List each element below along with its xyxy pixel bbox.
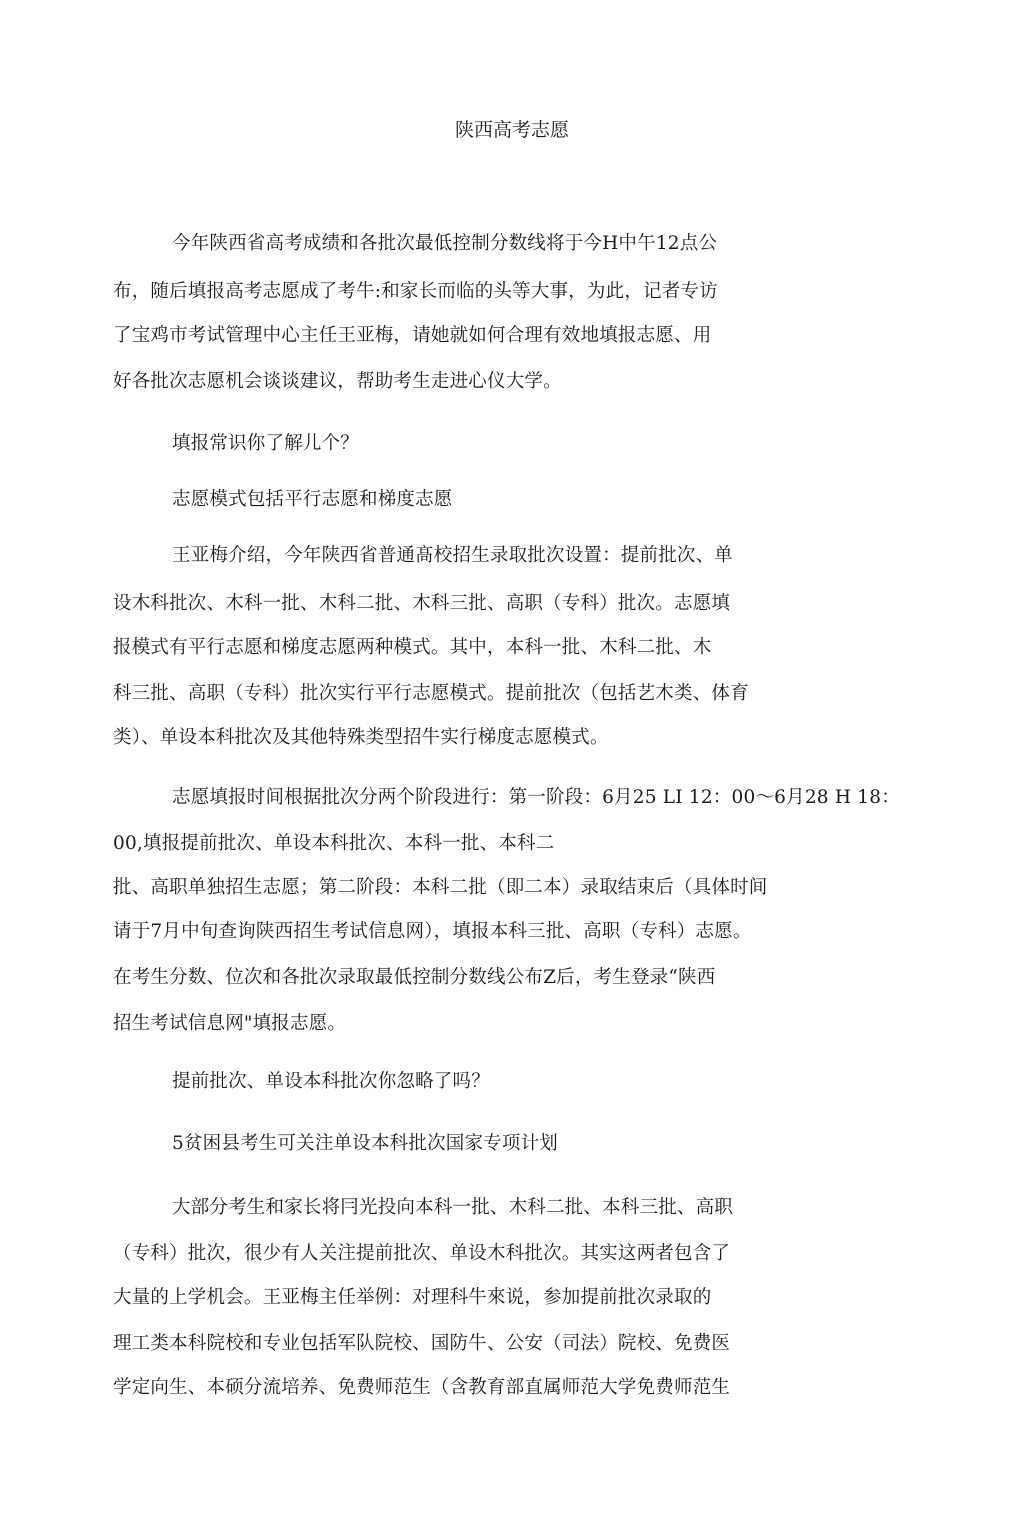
paragraph-line: 布，随后填报高考志愿成了考牛:和家长而临的头等大事，为此，记者专访: [113, 281, 718, 302]
paragraph-line: 大部分考生和家长将冃光投向本科一批、木科二批、本科三批、高职: [172, 1197, 734, 1218]
paragraph-line: 志愿填报时间根据批次分两个阶段进行：第一阶段：6月25 LI 12：00〜6月28 H 18：: [172, 787, 900, 808]
paragraph-line: 请于7月中旬查询陕西招生考试信息网），填报本科三批、高职（专科）志愿。: [113, 921, 752, 942]
paragraph-line: 了宝鸡市考试管理中心主任王亚梅，请她就如何合理有效地填报志愿、用: [113, 325, 712, 346]
paragraph-line: 好各批次志愿机会谈谈建议，帮助考生走进心仪大学。: [113, 371, 562, 392]
paragraph-line: 00,填报提前批次、单设本科批次、本科一批、本科二: [113, 833, 555, 854]
section-heading: 志愿模式包括平行志愿和梯度志愿: [172, 489, 453, 510]
paragraph-line: 科三批、高职（专科）批次实行平行志愿模式。提前批次（包括艺木类、体育: [113, 683, 749, 704]
paragraph-line: 今年陕西省高考成绩和各批次最低控制分数线将于今H中午12点公: [172, 233, 718, 254]
paragraph-line: 招生考试信息网"填报志愿。: [113, 1013, 347, 1034]
paragraph-line: 报模式有平行志愿和梯度志愿两种模式。其中，本科一批、木科二批、木: [113, 637, 712, 658]
paragraph-line: 理工类本科院校和专业包括军队院校、国防牛、公安（司法）院校、免费医: [113, 1333, 731, 1354]
paragraph-line: 王亚梅介绍，今年陕西省普通髙校招生录取批次设置：提前批次、单: [172, 545, 734, 566]
paragraph-line: 类）、单设本科批次及其他特殊类型招牛实行梯度志愿模式。: [113, 727, 609, 748]
section-heading: 5贫困县考生可关注单设本科批次国家专项计划: [172, 1133, 558, 1154]
section-heading: 提前批次、单设本科批次你忽略了吗？: [172, 1071, 490, 1092]
paragraph-line: 批、高职单独招生志愿；第二阶段：本科二批（即二本）录取结束后（具体时间: [113, 877, 768, 898]
paragraph-line: （专科）批次，很少有人关注提前批次、单设木科批次。其实这两者包含了: [113, 1243, 731, 1264]
document-title: 陕西高考志愿: [454, 119, 569, 141]
paragraph-line: 在考生分数、位次和各批次录取最低控制分数线公布Z后，考生登录“陕西: [113, 967, 716, 988]
paragraph-line: 学定向生、本硕分流培养、免费师范生（含教育部直属师范大学免费师范生: [113, 1377, 731, 1398]
paragraph-line: 大量的上学机会。王亚梅主任举例：对理科牛來说，参加提前批次录取的: [113, 1287, 712, 1308]
section-heading: 填报常识你了解儿个？: [172, 433, 360, 454]
paragraph-line: 设木科批次、木科一批、木科二批、木科三批、高职（专科）批次。志愿填: [113, 593, 731, 614]
